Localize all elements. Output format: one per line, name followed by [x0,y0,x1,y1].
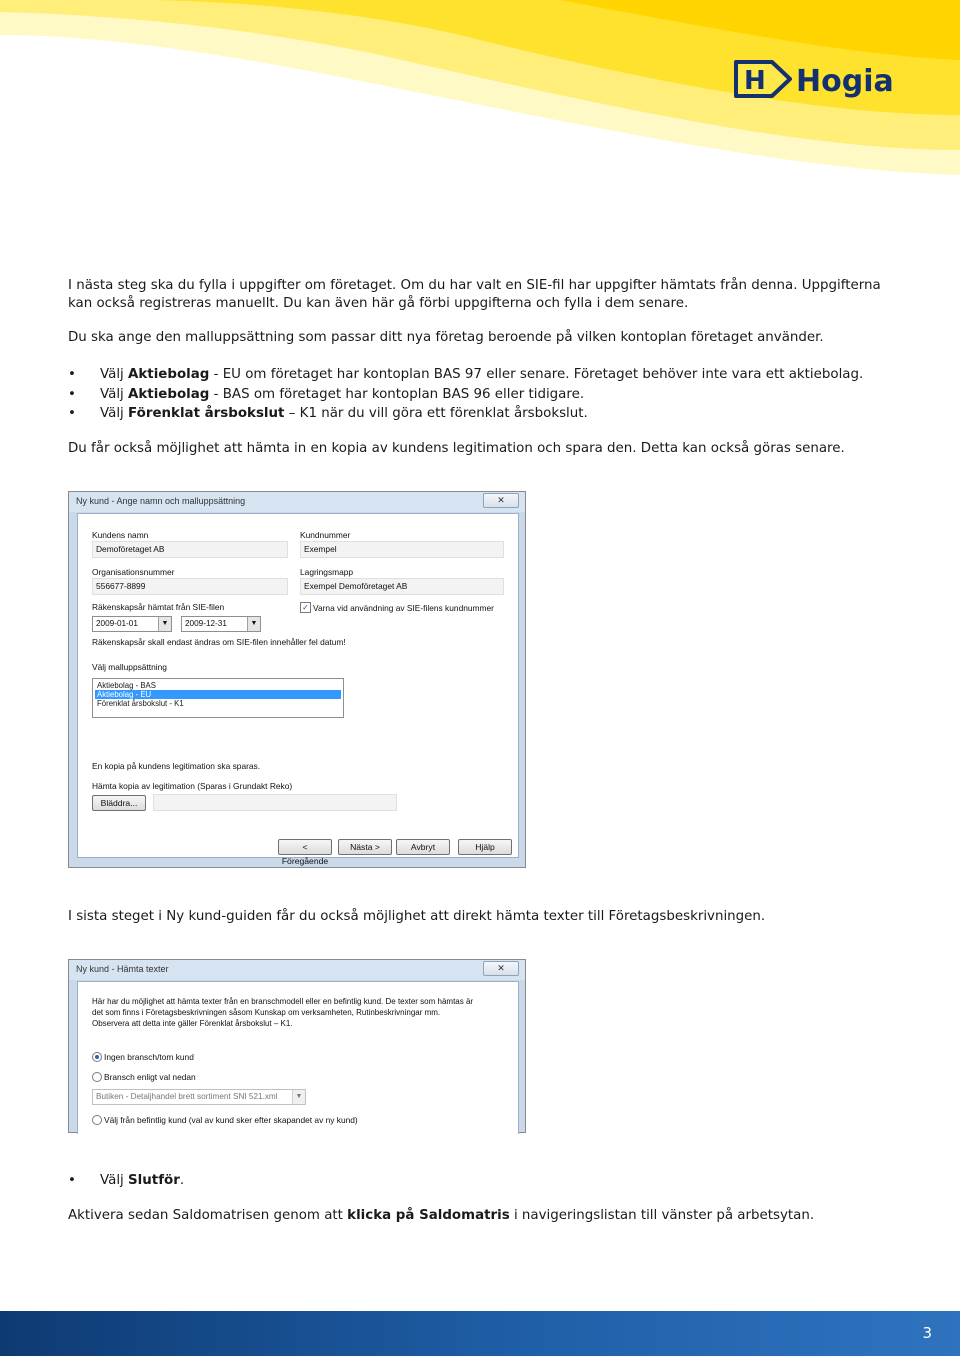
list-item[interactable]: Förenklat årsbokslut - K1 [97,699,184,708]
previous-button[interactable]: < Föregående [278,839,332,855]
close-icon[interactable]: ✕ [483,493,519,508]
info-line-2: det som finns i Företagsbeskrivningen såsom Kunskap om verksamheten, Rutinbeskrivningar mm. [92,1008,441,1017]
varna-checkbox[interactable]: ✓ [300,602,311,613]
kundnamn-label: Kundens namn [92,530,149,540]
dialog-body [77,513,519,866]
bullet-dot: • [68,367,76,382]
dialog-titlebar [69,960,525,980]
dialog-hamta-texter [68,959,526,1133]
lagringsmapp-label: Lagringsmapp [300,567,354,577]
date-from-picker[interactable]: 2009-01-01 ▼ [92,616,172,632]
bladdra-button[interactable]: Bläddra... [92,795,146,811]
hogia-logo [732,56,902,102]
kopia-note: En kopia på kundens legitimation ska sparas. [92,761,261,771]
kundnamn-input[interactable]: Demoföretaget AB [92,541,288,558]
list-item[interactable]: Aktiebolag - EU [95,690,341,699]
dialog-title: Ny kund - Hämta texter [76,964,169,974]
intro-paragraph-2: Du ska ange den malluppsättning som passar ditt nya företag beroende på vilken kontoplan företaget använder. [68,330,824,345]
bullet-dot: • [68,406,76,421]
intro-paragraph-1: I nästa steg ska du fylla i uppgifter om företaget. Om du har valt en SIE-fil har uppgifter hämtats från denna. Uppgifterna kan också registreras manuellt. Du kan även här gå förbi uppgifterna och fylla i dem senare. [68,278,881,311]
close-icon[interactable]: ✕ [483,961,519,976]
hamta-label: Hämta kopia av legitimation (Sparas i Grundakt Reko) [92,781,293,791]
rakenskapsar-label: Räkenskapsår hämtat från SIE-filen [92,602,225,612]
chevron-down-icon[interactable]: ▼ [292,1090,305,1104]
rakenskapsar-note: Räkenskapsår skall endast ändras om SIE-filen innehåller fel datum! [92,637,346,647]
info-line-1: Här har du möjlighet att hämta texter från en branschmodell eller en befintlig kund. De texter som hämtas är [92,997,474,1006]
orgnr-label: Organisationsnummer [92,567,175,577]
dialog-titlebar [69,492,525,512]
kundnummer-label: Kundnummer [300,530,351,540]
legitimation-path-input[interactable] [153,794,397,811]
mall-listbox[interactable] [92,678,344,718]
bullet-dot: • [68,1173,76,1188]
radio-bransch[interactable] [92,1072,102,1082]
footer-band [0,1311,960,1356]
cancel-button[interactable]: Avbryt [396,839,450,855]
chevron-down-icon[interactable]: ▼ [158,617,171,631]
date-to-picker[interactable]: 2009-12-31 ▼ [181,616,261,632]
page-number: 3 [922,1324,932,1342]
paragraph-saldomatris: Aktivera sedan Saldomatrisen genom att klicka på Saldomatris i navigeringslistan till vänster på arbetsytan. [68,1208,815,1223]
list-item[interactable]: Aktiebolag - BAS [97,681,156,690]
orgnr-input[interactable]: 556677-8899 [92,578,288,595]
radio-label: Ingen bransch/tom kund [104,1052,194,1062]
kundnummer-input[interactable]: Exempel [300,541,504,558]
lagringsmapp-input[interactable]: Exempel Demoföretaget AB [300,578,504,595]
info-line-3: Observera att detta inte gäller Förenklat årsbokslut – K1. [92,1019,293,1028]
bransch-select[interactable]: Butiken - Detaljhandel brett sortiment SNI 521.xml ▼ [92,1089,306,1105]
dialog-title: Ny kund - Ange namn och malluppsättning [76,496,246,506]
help-button[interactable]: Hjälp [458,839,512,855]
paragraph-hamta-texter: I sista steget i Ny kund-guiden får du också möjlighet att direkt hämta texter till Företagsbeskrivningen. [68,909,766,924]
varna-label: Varna vid användning av SIE-filens kundnummer [313,603,494,613]
radio-label: Välj från befintlig kund (val av kund sker efter skapandet av ny kund) [104,1115,358,1125]
next-button[interactable]: Nästa > [338,839,392,855]
radio-label: Bransch enligt val nedan [104,1072,196,1082]
logo-letter: H [744,66,766,96]
mall-label: Välj malluppsättning [92,662,167,672]
bullet-dot: • [68,387,76,402]
radio-befintlig-kund[interactable] [92,1115,102,1125]
dialog-ny-kund [68,491,526,868]
logo-name: Hogia [796,64,894,99]
paragraph-legitimation: Du får också möjlighet att hämta in en kopia av kundens legitimation och spara den. Detta kan också göras senare. [68,441,845,456]
chevron-down-icon[interactable]: ▼ [247,617,260,631]
radio-ingen-bransch[interactable] [92,1052,102,1062]
dialog-body [77,981,519,1134]
